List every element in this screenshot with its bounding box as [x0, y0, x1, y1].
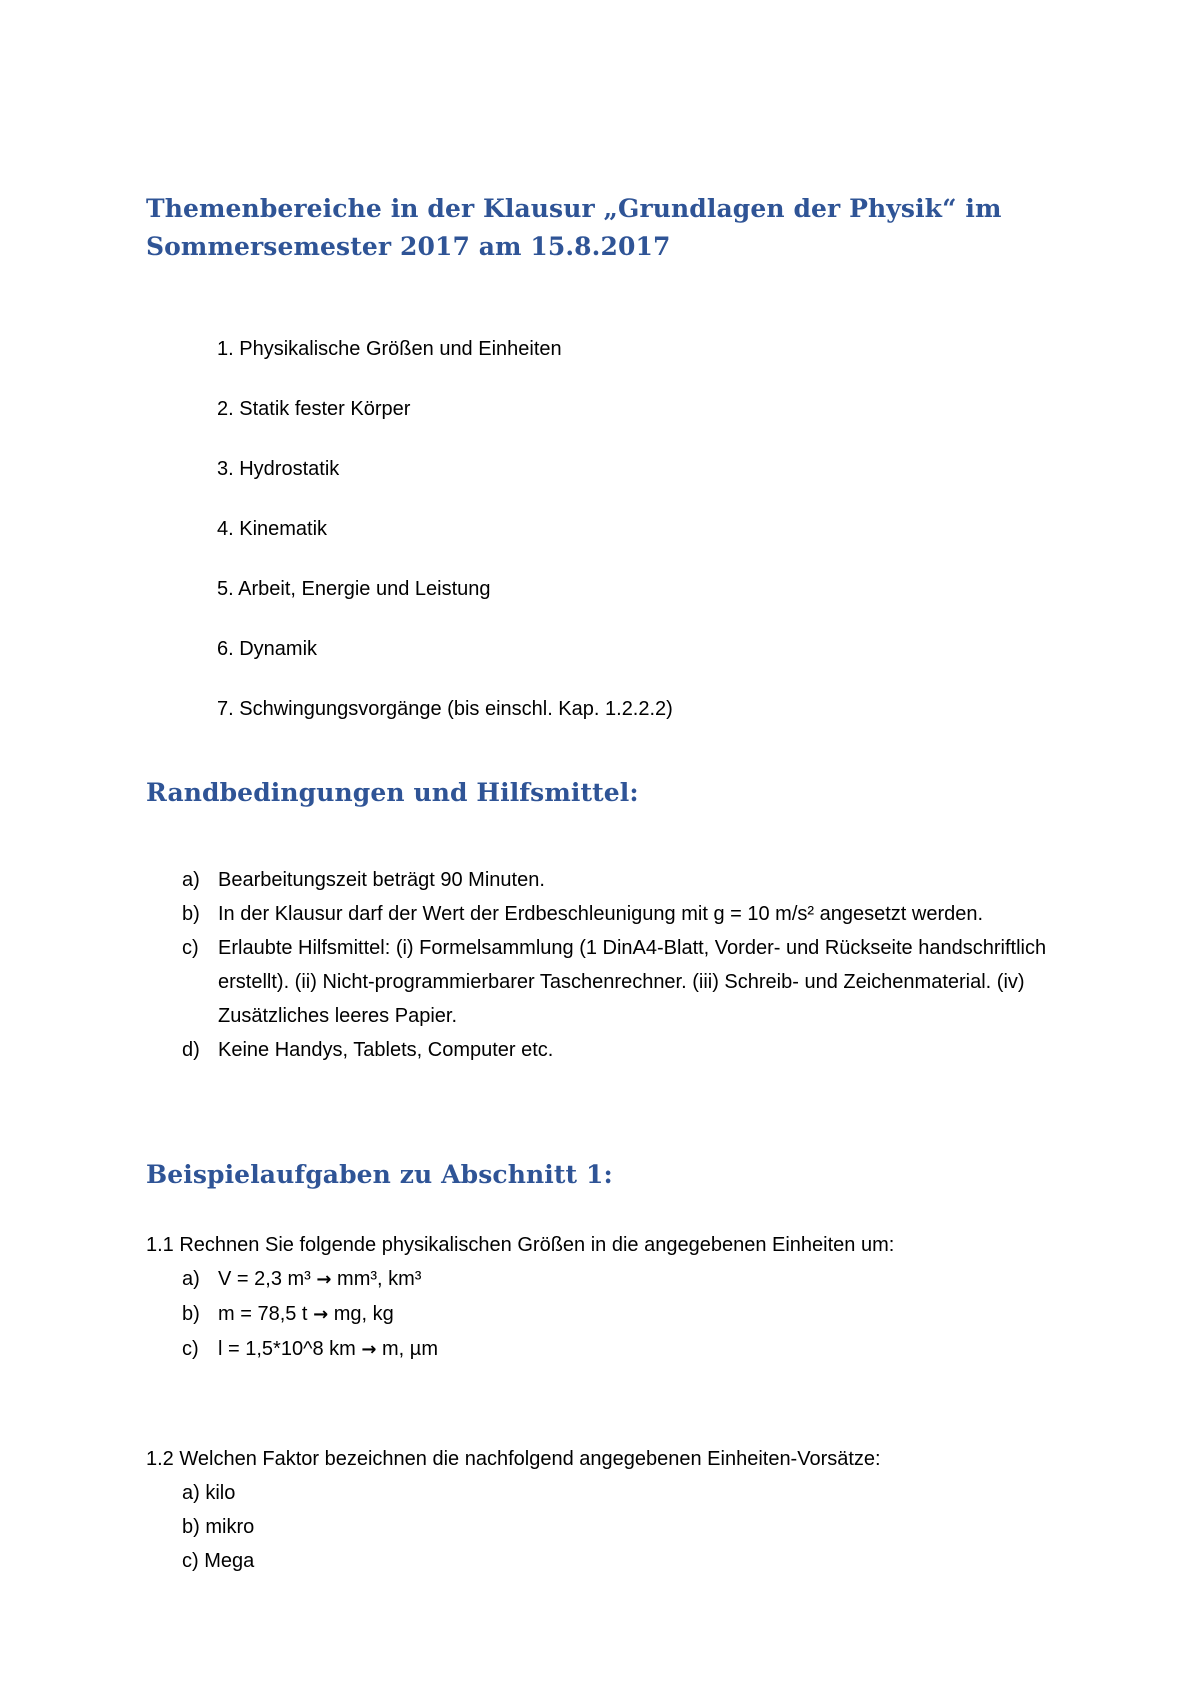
conversion-expression: l = 1,5*10^8 km — [218, 1338, 356, 1360]
conditions-heading: Randbedingungen und Hilfsmittel: — [146, 778, 639, 807]
condition-item — [182, 1033, 1102, 1067]
list-marker: b) — [182, 903, 200, 925]
topic-item: 2. Statik fester Körper — [217, 398, 411, 420]
prefix-list — [182, 1476, 254, 1578]
examples-heading: Beispielaufgaben zu Abschnitt 1: — [146, 1160, 613, 1189]
conditions-list — [182, 863, 1102, 1067]
prefix-item: c) Mega — [182, 1550, 255, 1572]
unit-conversion-list — [182, 1262, 438, 1367]
topic-list — [217, 334, 673, 754]
page-title — [146, 190, 1002, 266]
list-marker: b) — [182, 1303, 200, 1325]
topic-item: 3. Hydrostatik — [217, 458, 340, 480]
conversion-item — [182, 1262, 438, 1297]
task-1-prompt: 1.1 Rechnen Sie folgende physikalischen Größen in die angegebenen Einheiten um: — [146, 1234, 895, 1256]
condition-item — [182, 897, 1102, 931]
conversion-target: m, µm — [382, 1338, 438, 1360]
conversion-expression: m = 78,5 t — [218, 1303, 308, 1325]
prefix-item: a) kilo — [182, 1482, 236, 1504]
conversion-item — [182, 1297, 438, 1332]
conversion-target: mg, kg — [333, 1303, 394, 1325]
list-marker: d) — [182, 1039, 200, 1061]
condition-text: In der Klausur darf der Wert der Erdbeschleunigung mit g = 10 m/s² angesetzt werden. — [218, 903, 984, 925]
prefix-item: b) mikro — [182, 1516, 255, 1538]
topic-item: 5. Arbeit, Energie und Leistung — [217, 578, 491, 600]
list-marker: a) — [182, 869, 200, 891]
list-marker: c) — [182, 1338, 199, 1360]
conversion-item — [182, 1332, 438, 1367]
conversion-expression: V = 2,3 m³ — [218, 1268, 311, 1290]
condition-text: Keine Handys, Tablets, Computer etc. — [218, 1039, 554, 1061]
condition-text: Erlaubte Hilfsmittel: (i) Formelsammlung (1 DinA4-Blatt, Vorder- und Rückseite handschriftlich erstellt). (ii) Nicht-programmierbarer Taschenrechner. (iii) Schreib- und Zeichenmaterial. (iv) Zusätzliches leeres Papier. — [218, 937, 1047, 1027]
topic-item: 4. Kinematik — [217, 518, 328, 540]
condition-item — [182, 863, 1102, 897]
list-marker: a) — [182, 1268, 200, 1290]
title-line-1: Themenbereiche in der Klausur „Grundlagen der Physik“ im — [146, 194, 1002, 223]
condition-text: Bearbeitungszeit beträgt 90 Minuten. — [218, 869, 545, 891]
conversion-target: mm³, km³ — [337, 1268, 422, 1290]
task-2-prompt: 1.2 Welchen Faktor bezeichnen die nachfolgend angegebenen Einheiten-Vorsätze: — [146, 1448, 881, 1470]
condition-item — [182, 931, 1102, 1033]
arrow-right-icon: → — [316, 1269, 332, 1290]
topic-item: 6. Dynamik — [217, 638, 318, 660]
title-line-2: Sommersemester 2017 am 15.8.2017 — [146, 232, 671, 261]
arrow-right-icon: → — [361, 1339, 377, 1360]
arrow-right-icon: → — [313, 1304, 329, 1325]
topic-item: 1. Physikalische Größen und Einheiten — [217, 338, 562, 360]
topic-item: 7. Schwingungsvorgänge (bis einschl. Kap. 1.2.2.2) — [217, 698, 673, 720]
list-marker: c) — [182, 937, 199, 959]
